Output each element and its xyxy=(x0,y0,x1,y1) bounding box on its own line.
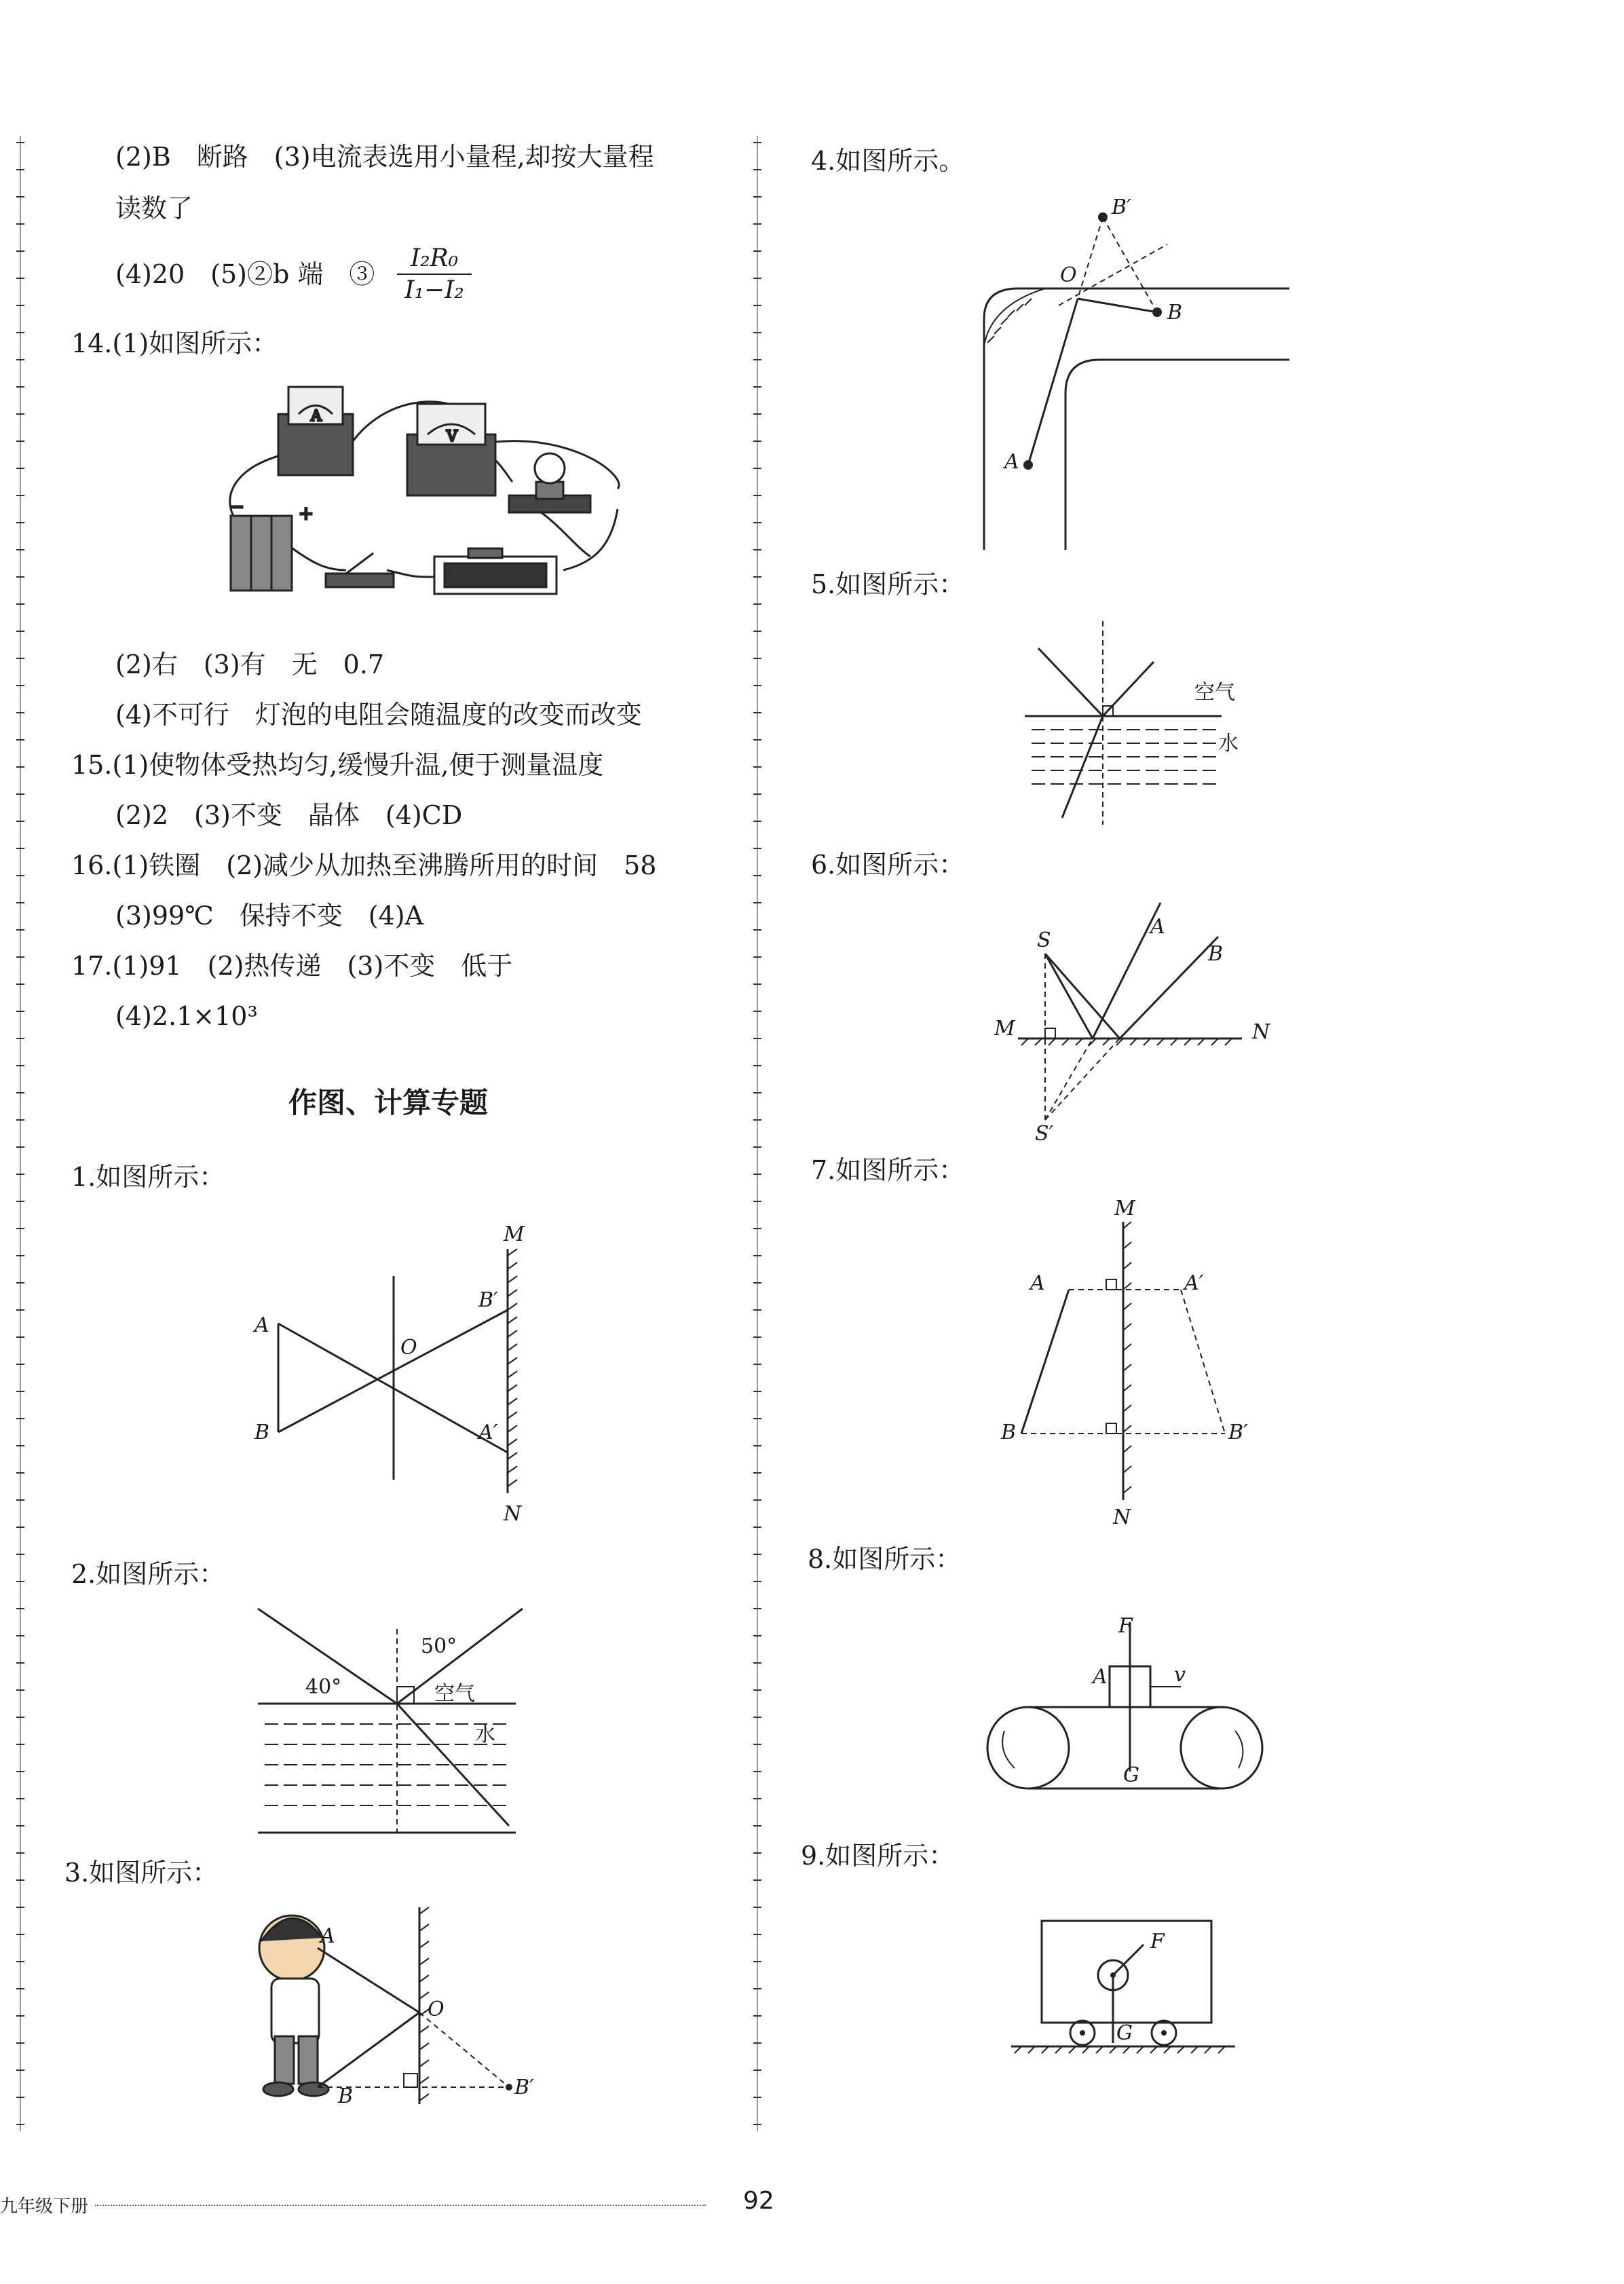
diagram-2 xyxy=(251,1602,536,1839)
footer-dotted-line xyxy=(95,2205,706,2206)
label-N: N xyxy=(504,1502,522,1526)
answer-16-2: (3)99℃ 保持不变 (4)A xyxy=(115,901,423,931)
label-A: A xyxy=(254,1313,269,1337)
label-F: F xyxy=(1118,1614,1133,1638)
answer-15-2: (2)2 (3)不变 晶体 (4)CD xyxy=(115,800,463,830)
diagram-8-label: 8.如图所示： xyxy=(808,1544,962,1574)
answer-13-line3: (4)20 (5)②b 端 ③ xyxy=(115,259,375,289)
fraction-numerator: I₂R₀ xyxy=(410,244,459,272)
center-divider-ruler xyxy=(752,136,763,2131)
diagram-3-label: 3.如图所示： xyxy=(64,1858,219,1888)
answer-13-line2: 读数了 xyxy=(115,193,193,223)
diagram-2-label: 2.如图所示： xyxy=(71,1559,225,1589)
ammeter xyxy=(278,387,353,475)
question-14: 14.(1)如图所示： xyxy=(71,329,278,358)
label-B: B xyxy=(254,1421,270,1444)
label-O: O xyxy=(400,1336,417,1360)
page-number: 92 xyxy=(743,2187,774,2215)
label-A: A xyxy=(1030,1271,1045,1295)
label-B: B xyxy=(1001,1421,1017,1444)
diagram-7-label: 7.如图所示： xyxy=(811,1155,965,1185)
bulb xyxy=(509,453,590,512)
label-M: M xyxy=(994,1017,1015,1041)
battery xyxy=(229,497,314,591)
answer-14-4: (4)不可行 灯泡的电阻会随温度的改变而改变 xyxy=(115,700,642,730)
angle-50: 50° xyxy=(421,1634,457,1658)
left-margin-ruler xyxy=(15,136,26,2131)
diagram-3 xyxy=(238,1901,543,2108)
section-title: 作图、计算专题 xyxy=(288,1086,489,1119)
label-A-prime: A′ xyxy=(478,1421,498,1444)
fraction-bar xyxy=(397,274,472,275)
label-B: B xyxy=(1208,942,1224,966)
rheostat xyxy=(434,548,556,594)
answer-17-1: 17.(1)91 (2)热传递 (3)不变 低于 xyxy=(71,951,513,981)
answer-14-2: (2)右 (3)有 无 0.7 xyxy=(115,650,385,679)
voltmeter xyxy=(407,404,495,495)
label-air: 空气 xyxy=(1194,681,1235,705)
label-water: 水 xyxy=(1218,732,1239,755)
label-water: 水 xyxy=(475,1723,495,1746)
diagram-9 xyxy=(1004,1907,1262,2063)
diagram-9-label: 9.如图所示： xyxy=(801,1841,955,1871)
diagram-1 xyxy=(251,1222,536,1534)
svg-text:+: + xyxy=(299,504,314,524)
label-O: O xyxy=(1060,263,1077,287)
label-B-prime: B′ xyxy=(1228,1421,1248,1444)
diagram-5 xyxy=(1018,621,1262,825)
label-A-prime: A′ xyxy=(1184,1271,1204,1295)
answer-13-line1: (2)B 断路 (3)电流表选用小量程,却按大量程 xyxy=(115,142,654,172)
label-O: O xyxy=(428,1998,445,2021)
label-M: M xyxy=(1114,1197,1135,1220)
label-A: A xyxy=(320,1924,335,1948)
svg-text:−: − xyxy=(229,497,244,517)
label-S-prime: S′ xyxy=(1035,1122,1054,1146)
answer-16-1: 16.(1)铁圈 (2)减少从加热至沸腾所用的时间 58 xyxy=(71,850,657,880)
fraction xyxy=(397,244,472,304)
label-B-prime: B′ xyxy=(514,2076,534,2099)
label-v: v xyxy=(1174,1663,1186,1687)
diagram-4-label: 4.如图所示。 xyxy=(811,146,965,176)
svg-text:A: A xyxy=(311,408,322,425)
svg-text:V: V xyxy=(447,428,457,445)
label-F: F xyxy=(1150,1930,1165,1953)
label-B: B xyxy=(1167,301,1183,324)
label-G: G xyxy=(1123,1763,1139,1787)
label-N: N xyxy=(1252,1020,1270,1044)
circuit-diagram xyxy=(210,373,618,618)
label-B-prime: B′ xyxy=(478,1288,498,1312)
answer-17-2: (4)2.1×10³ xyxy=(115,1001,258,1031)
diagram-6-label: 6.如图所示： xyxy=(811,850,965,880)
footer-grade: 九年级下册 xyxy=(0,2196,89,2217)
label-N: N xyxy=(1113,1505,1131,1529)
label-air: 空气 xyxy=(434,1682,475,1706)
label-A: A xyxy=(1150,915,1165,939)
diagram-6 xyxy=(984,896,1270,1146)
label-G: G xyxy=(1116,2021,1133,2045)
answer-15-1: 15.(1)使物体受热均匀,缓慢升温,便于测量温度 xyxy=(71,750,604,780)
diagram-7 xyxy=(998,1197,1269,1529)
label-B-prime: B′ xyxy=(1112,195,1131,219)
label-S: S xyxy=(1037,929,1051,952)
label-B: B xyxy=(338,2084,354,2108)
fraction-denominator: I₁−I₂ xyxy=(404,276,464,304)
label-A: A xyxy=(1093,1665,1108,1689)
diagram-8 xyxy=(984,1615,1269,1805)
angle-40: 40° xyxy=(305,1675,342,1699)
label-A: A xyxy=(1004,450,1019,474)
boy-figure xyxy=(259,1915,328,2096)
label-M: M xyxy=(504,1222,525,1246)
diagram-1-label: 1.如图所示： xyxy=(71,1162,225,1192)
diagram-5-label: 5.如图所示： xyxy=(811,569,965,599)
diagram-4 xyxy=(977,190,1296,557)
